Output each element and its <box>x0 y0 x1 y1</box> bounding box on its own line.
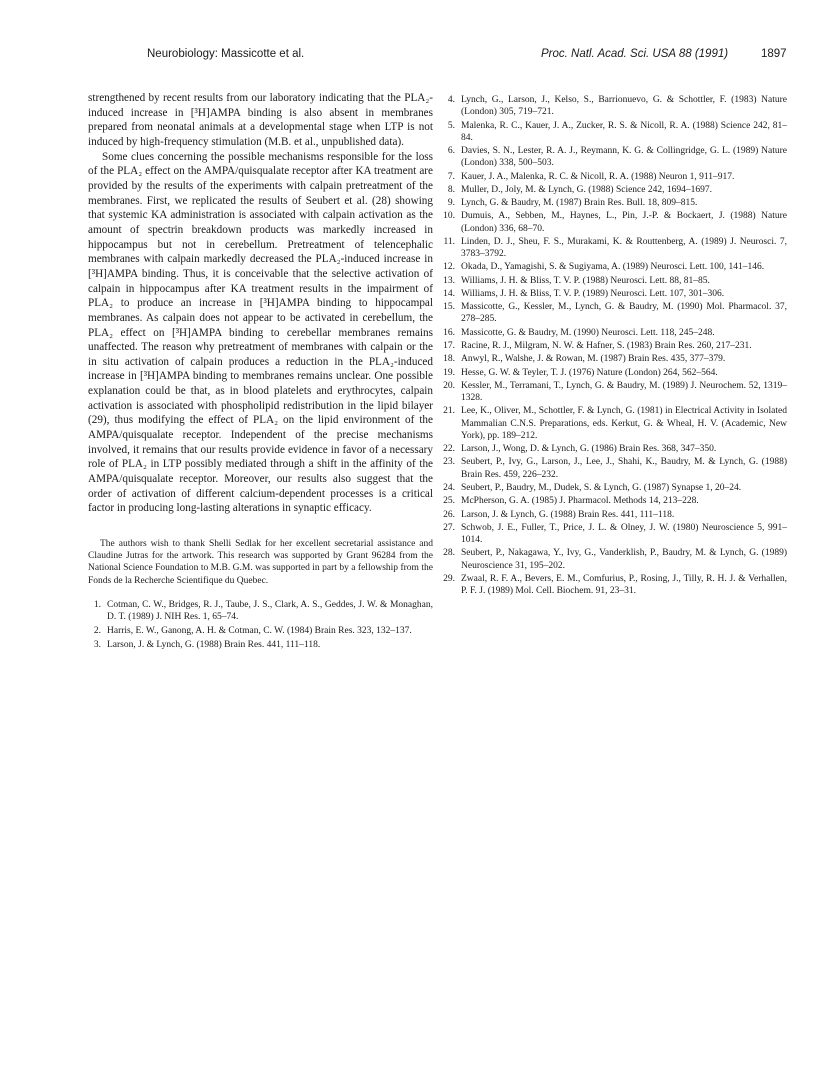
reference-item: 7. Kauer, J. A., Malenka, R. C. & Nicoll, R. A. (1988) Neuron 1, 911–917. <box>447 171 735 182</box>
reference-item: 16. Massicotte, G. & Baudry, M. (1990) Neurosci. Lett. 118, 245–248. <box>443 327 715 338</box>
reference-item: 14. Williams, J. H. & Bliss, T. V. P. (1989) Neurosci. Lett. 107, 301–306. <box>443 288 725 299</box>
reference-item: 11. Linden, D. J., Sheu, F. S., Murakami, K. & Routtenberg, A. (1989) J. Neurosci. 7, 3783–3792. <box>443 236 787 260</box>
reference-item: 27. Schwob, J. E., Fuller, T., Price, J. L. & Olney, J. W. (1980) Neuroscience 5, 991–1014. <box>443 522 787 546</box>
reference-item: 8. Muller, D., Joly, M. & Lynch, G. (1988) Science 242, 1694–1697. <box>447 184 712 195</box>
reference-item: 3. Larson, J. & Lynch, G. (1988) Brain Res. 441, 111–118. <box>93 639 321 650</box>
body-text <box>88 91 433 516</box>
acknowledgment: The authors wish to thank Shelli Sedlak for her excellent secretarial assistance and Claudine Jutras for the artwork. This research was supported by Grant 96284 from the National Science Foundation to M.B. G.M. was supported in part by a fellowship from the Fonds de la Recherche Scientifique du Quebec. <box>88 539 433 586</box>
left-column <box>88 91 433 652</box>
reference-item: 10. Dumuis, A., Sebben, M., Haynes, L., Pin, J.-P. & Bockaert, J. (1988) Nature (London) 336, 68–70. <box>443 211 787 234</box>
reference-item: 15. Massicotte, G., Kessler, M., Lynch, G. & Baudry, M. (1990) Mol. Pharmacol. 37, 278–285. <box>443 302 787 325</box>
reference-item: 13. Williams, J. H. & Bliss, T. V. P. (1988) Neurosci. Lett. 88, 81–85. <box>443 275 710 286</box>
reference-item: 4. Lynch, G., Larson, J., Kelso, S., Barrionuevo, G. & Schottler, F. (1983) Nature (London) 305, 719–721. <box>447 95 787 118</box>
body-paragraph: strengthened by recent results from our laboratory indicating that the PLA₂-induced increase in [³H]AMPA binding is also absent in membranes prepared from neonatal animals at a developmental stage when LTP is not induced by high-frequency stimulation (M.B. et al., unpublished data). <box>88 92 433 148</box>
running-header <box>0 48 816 66</box>
reference-item: 26. Larson, J. & Lynch, G. (1988) Brain Res. 441, 111–118. <box>443 509 675 520</box>
reference-item: 1. Cotman, C. W., Bridges, R. J., Taube, J. S., Clark, A. S., Geddes, J. W. & Monaghan, D. T. (1989) J. NIH Res. 1, 65–74. <box>93 599 433 623</box>
reference-item: 5. Malenka, R. C., Kauer, J. A., Zucker, R. S. & Nicoll, R. A. (1988) Science 242, 81–84. <box>447 120 787 143</box>
reference-item: 29. Zwaal, R. F. A., Bevers, E. M., Comfurius, P., Rosing, J., Tilly, R. H. J. & Verhallen, P. F. J. (1989) Mol. Cell. Biochem. 91, 23–31. <box>443 573 787 597</box>
body-paragraph: Some clues concerning the possible mechanisms responsible for the loss of the PLA₂ effect on the AMPA/quisqualate receptor after KA treatment are provided by the results of the experiments with calpain pretreatment of the membranes. First, we replicated the results of Seubert et al. (28) showing that systemic KA administration is associated with calpain activation as the amount of spectrin breakdown products was markedly increased in hippocampus but not in cerebellum. Pretreatment of telencephalic membranes with calpain markedly decreased the PLA₂-induced increase in [³H]AMPA binding. Thus, it is conceivable that the selective activation of calpain in hippocampus after KA treatment results in the impairment of PLA₂ to produce an increase in [³H]AMPA binding to hippocampal membranes. As calpain does not appear to be activated in cerebellum, the PLA₂ effect on [³H]AMPA binding to cerebellar membranes remains unaffected. The reason why pretreatment of membranes with calpain or the in situ activation of calpain produces a reduction in the PLA₂-induced increase in [³H]AMPA binding to membranes remains unclear. One possible explanation could be that, as in blood platelets and erythrocytes, calpain activation is associated with phospholipid redistribution in the lipid bilayer (29), thus modifying the effect of PLA₂ on the lipid environment of the AMPA/quisqualate receptor. Independent of the precise mechanisms involved, it remains that our results provide evidence in favor of a necessary role of PLA₂ in LTP possibly mediated through a shift in the affinity of the AMPA/quisqualate receptor. Moreover, our results also suggest that the order of activation of different calcium-dependent processes is a critical factor in producing long-lasting alterations in synaptic efficacy. <box>88 150 433 515</box>
header-section-authors: Neurobiology: Massicotte et al. <box>147 48 305 60</box>
reference-item: 21. Lee, K., Oliver, M., Schottler, F. & Lynch, G. (1981) in Electrical Activity in Isolated Mammalian C.N.S. Preparations, eds. Kerkut, G. & Wheal, H. V. (Academic, New York), pp. 189–212. <box>443 406 787 441</box>
reference-item: 12. Okada, D., Yamagishi, S. & Sugiyama, A. (1989) Neurosci. Lett. 100, 141–146. <box>443 262 765 273</box>
header-journal: Proc. Natl. Acad. Sci. USA 88 (1991) <box>541 48 729 60</box>
reference-item: 18. Anwyl, R., Walshe, J. & Rowan, M. (1987) Brain Res. 435, 377–379. <box>443 354 726 365</box>
reference-item: 28. Seubert, P., Nakagawa, Y., Ivy, G., Vanderklish, P., Baudry, M. & Lynch, G. (1989) Neuroscience 31, 195–202. <box>443 548 787 571</box>
reference-item: 9. Lynch, G. & Baudry, M. (1987) Brain Res. Bull. 18, 809–815. <box>447 198 698 209</box>
reference-item: 23. Seubert, P., Ivy, G., Larson, J., Lee, J., Shahi, K., Baudry, M. & Lynch, G. (1988) Brain Res. 459, 226–232. <box>443 457 787 480</box>
reference-item: 17. Racine, R. J., Milgram, N. W. & Hafner, S. (1983) Brain Res. 260, 217–231. <box>443 341 752 352</box>
reference-item: 2. Harris, E. W., Ganong, A. H. & Cotman, C. W. (1984) Brain Res. 323, 132–137. <box>93 625 412 636</box>
reference-item: 25. McPherson, G. A. (1985) J. Pharmacol. Methods 14, 213–228. <box>443 496 699 507</box>
reference-item: 20. Kessler, M., Terramani, T., Lynch, G. & Baudry, M. (1989) J. Neurochem. 52, 1319–1328. <box>443 380 787 404</box>
reference-item: 6. Davies, S. N., Lester, R. A. J., Reymann, K. G. & Collingridge, G. L. (1989) Nature (London) 338, 500–503. <box>447 146 787 169</box>
reference-item: 22. Larson, J., Wong, D. & Lynch, G. (1986) Brain Res. 368, 347–350. <box>443 444 717 455</box>
reference-list <box>88 599 433 651</box>
reference-list <box>442 94 787 597</box>
reference-item: 24. Seubert, P., Baudry, M., Dudek, S. & Lynch, G. (1987) Synapse 1, 20–24. <box>443 482 742 493</box>
reference-item: 19. Hesse, G. W. & Teyler, T. J. (1976) Nature (London) 264, 562–564. <box>443 367 718 378</box>
header-page-number: 1897 <box>761 48 787 60</box>
right-column <box>442 94 787 598</box>
